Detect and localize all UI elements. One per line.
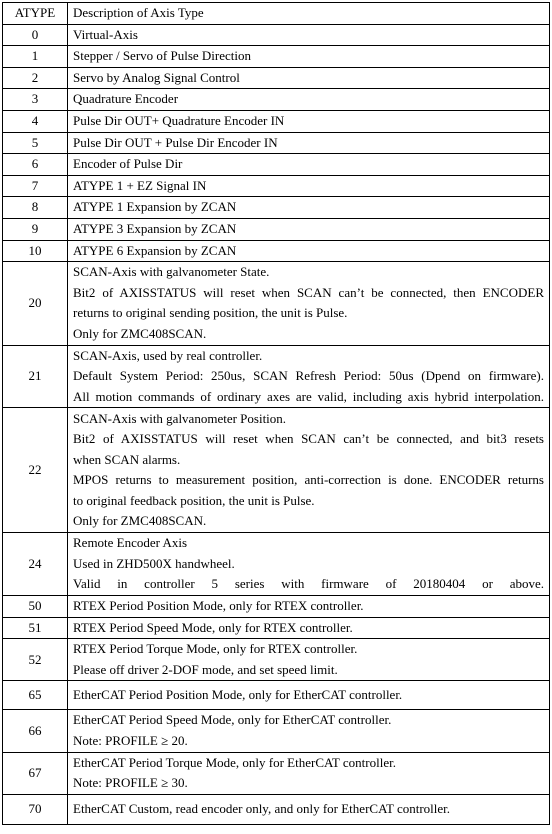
description-line: Note: PROFILE ≥ 30.: [73, 775, 188, 791]
atype-description: [68, 67, 550, 89]
atype-code: 67: [3, 752, 68, 794]
description-line: ATYPE 1 Expansion by ZCAN: [73, 199, 237, 215]
atype-description: [68, 533, 550, 596]
description-line: Default System Period: 250us, SCAN Refresh Period: 50us (Dpend on firmware).: [73, 368, 544, 384]
table-row: [3, 681, 550, 710]
atype-description: [68, 710, 550, 752]
table-row: [3, 617, 550, 639]
atype-code: 1: [3, 46, 68, 68]
header-description: Description of Axis Type: [68, 3, 550, 25]
table-row: [3, 408, 550, 533]
atype-code: 5: [3, 132, 68, 154]
description-line: RTEX Period Position Mode, only for RTEX controller.: [73, 598, 364, 614]
axis-type-table: [2, 2, 550, 825]
table-row: [3, 596, 550, 618]
table-row: [3, 639, 550, 681]
atype-code: 10: [3, 240, 68, 262]
table-row: [3, 67, 550, 89]
description-line: SCAN-Axis with galvanometer Position.: [73, 410, 287, 426]
atype-code: 4: [3, 110, 68, 132]
atype-description: [68, 596, 550, 618]
description-line: ATYPE 1 + EZ Signal IN: [73, 177, 207, 193]
atype-description: [68, 154, 550, 176]
description-line: Bit2 of AXISSTATUS will reset when SCAN can’t be connected, and bit3 resets: [73, 431, 544, 447]
description-line: when SCAN alarms.: [73, 451, 181, 467]
table-row: [3, 175, 550, 197]
atype-description: [68, 345, 550, 408]
description-line: MPOS returns to measurement position, anti-correction is done. ENCODER returns: [73, 472, 544, 488]
atype-description: [68, 240, 550, 262]
table-row: [3, 154, 550, 176]
table-row: [3, 132, 550, 154]
atype-code: 7: [3, 175, 68, 197]
description-line: EtherCAT Period Torque Mode, only for EtherCAT controller.: [73, 754, 396, 770]
description-line: RTEX Period Torque Mode, only for RTEX controller.: [73, 641, 358, 657]
description-line: Only for ZMC408SCAN.: [73, 325, 207, 341]
description-line: ATYPE 3 Expansion by ZCAN: [73, 220, 237, 236]
description-line: SCAN-Axis, used by real controller.: [73, 347, 263, 363]
atype-description: [68, 639, 550, 681]
description-line: EtherCAT Period Speed Mode, only for EtherCAT controller.: [73, 712, 392, 728]
table-row: [3, 533, 550, 596]
atype-description: [68, 752, 550, 794]
description-line: Note: PROFILE ≥ 20.: [73, 733, 188, 749]
description-line: ATYPE 6 Expansion by ZCAN: [73, 242, 237, 258]
atype-description: [68, 681, 550, 710]
description-line: to original feedback position, the unit is Pulse.: [73, 492, 315, 508]
atype-description: [68, 262, 550, 345]
atype-code: 21: [3, 345, 68, 408]
atype-code: 9: [3, 218, 68, 240]
atype-description: [68, 89, 550, 111]
atype-code: 2: [3, 67, 68, 89]
atype-code: 65: [3, 681, 68, 710]
atype-description: [68, 46, 550, 68]
atype-description: [68, 175, 550, 197]
table-header-row: [3, 3, 550, 25]
description-line: Only for ZMC408SCAN.: [73, 513, 207, 529]
description-line: Servo by Analog Signal Control: [73, 69, 240, 85]
header-atype: ATYPE: [3, 3, 68, 25]
table-row: [3, 46, 550, 68]
description-line: Remote Encoder Axis: [73, 535, 188, 551]
description-line: Pulse Dir OUT+ Quadrature Encoder IN: [73, 112, 285, 128]
table-body: [3, 24, 550, 824]
atype-code: 66: [3, 710, 68, 752]
description-line: EtherCAT Custom, read encoder only, and only for EtherCAT controller.: [73, 801, 451, 817]
table-row: [3, 24, 550, 46]
atype-code: 8: [3, 197, 68, 219]
atype-description: [68, 197, 550, 219]
description-line: Pulse Dir OUT + Pulse Dir Encoder IN: [73, 134, 278, 150]
description-line: returns to original sending position, the unit is Pulse.: [73, 305, 348, 321]
description-line: RTEX Period Speed Mode, only for RTEX controller.: [73, 619, 353, 635]
description-line: All motion commands of ordinary axes are valid, including axis hybrid interpolation.: [73, 388, 544, 404]
table-row: [3, 110, 550, 132]
description-line: EtherCAT Period Position Mode, only for EtherCAT controller.: [73, 687, 403, 703]
atype-code: 0: [3, 24, 68, 46]
atype-code: 22: [3, 408, 68, 533]
description-line: Encoder of Pulse Dir: [73, 156, 183, 172]
description-line: Please off driver 2-DOF mode, and set speed limit.: [73, 661, 338, 677]
table-row: [3, 752, 550, 794]
atype-code: 6: [3, 154, 68, 176]
atype-description: [68, 24, 550, 46]
atype-description: [68, 218, 550, 240]
atype-code: 20: [3, 262, 68, 345]
atype-code: 24: [3, 533, 68, 596]
atype-description: [68, 408, 550, 533]
atype-description: [68, 617, 550, 639]
description-line: Stepper / Servo of Pulse Direction: [73, 48, 251, 64]
atype-code: 50: [3, 596, 68, 618]
description-line: SCAN-Axis with galvanometer State.: [73, 264, 270, 280]
description-line: Used in ZHD500X handwheel.: [73, 555, 235, 571]
atype-code: 51: [3, 617, 68, 639]
table-row: [3, 710, 550, 752]
atype-description: [68, 132, 550, 154]
table-row: [3, 197, 550, 219]
table-row: [3, 262, 550, 345]
atype-code: 3: [3, 89, 68, 111]
atype-description: [68, 794, 550, 824]
table-row: [3, 218, 550, 240]
description-line: Valid in controller 5 series with firmware of 20180404 or above.: [73, 576, 544, 592]
atype-code: 52: [3, 639, 68, 681]
description-line: Bit2 of AXISSTATUS will reset when SCAN can’t be connected, then ENCODER: [73, 284, 544, 300]
table-row: [3, 794, 550, 824]
table-row: [3, 345, 550, 408]
atype-description: [68, 110, 550, 132]
description-line: Virtual-Axis: [73, 26, 138, 42]
description-line: Quadrature Encoder: [73, 91, 179, 107]
atype-code: 70: [3, 794, 68, 824]
table-row: [3, 240, 550, 262]
table-row: [3, 89, 550, 111]
